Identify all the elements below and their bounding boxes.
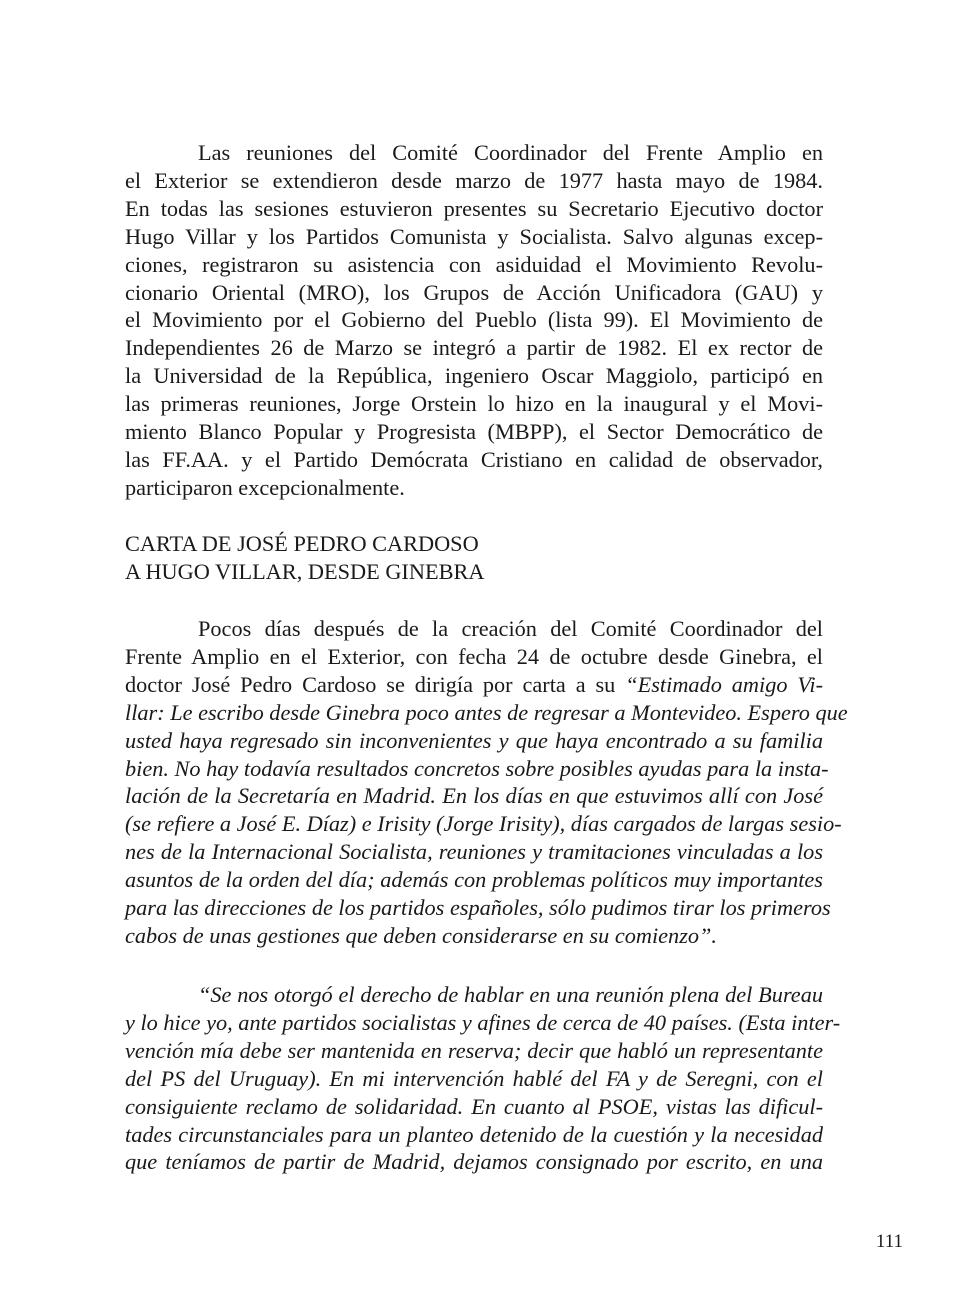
quoted-line: consiguiente reclamo de solidaridad. En cuanto al PSOE, vistas las dificul-: [125, 1093, 823, 1119]
paragraph-line: Hugo Villar y los Partidos Comunista y Socialista. Salvo algunas excep-: [125, 223, 823, 249]
heading-line-1: CARTA DE JOSÉ PEDRO CARDOSO: [125, 531, 479, 556]
quoted-line: vención mía debe ser mantenida en reserva; decir que habló un representante: [125, 1037, 823, 1063]
paragraph-line: cionario Oriental (MRO), los Grupos de Acción Unificadora (GAU) y: [125, 279, 823, 305]
paragraph-line: el Exterior se extendieron desde marzo de 1977 hasta mayo de 1984.: [125, 167, 823, 193]
heading-line-2: A HUGO VILLAR, DESDE GINEBRA: [125, 558, 485, 584]
paragraph-3: [125, 981, 841, 1176]
paragraph-2: [125, 615, 848, 950]
roman-text: doctor José Pedro Cardoso se dirigía por carta a su: [125, 671, 626, 697]
quoted-line: del PS del Uruguay). En mi intervención hablé del FA y de Seregni, con el: [125, 1065, 823, 1091]
paragraph-line: las primeras reuniones, Jorge Orstein lo hizo en la inaugural y el Movi-: [125, 391, 823, 417]
quoted-line: usted haya regresado sin inconvenientes y que haya encontrado a su familia: [125, 727, 823, 753]
quoted-line: cabos de unas gestiones que deben considerarse en su comienzo”.: [125, 922, 718, 948]
paragraph-line: Independientes 26 de Marzo se integró a partir de 1982. El ex rector de: [125, 335, 823, 361]
paragraph-line: las FF.AA. y el Partido Demócrata Cristiano en calidad de observador,: [125, 446, 823, 472]
quoted-line: lación de la Secretaría en Madrid. En los días en que estuvimos allí con José: [125, 783, 823, 809]
paragraph-line: el Movimiento por el Gobierno del Pueblo (lista 99). El Movimiento de: [125, 307, 823, 333]
quoted-line: nes de la Internacional Socialista, reuniones y tramitaciones vinculadas a los: [125, 839, 823, 865]
quoted-line: para las direcciones de los partidos españoles, sólo pudimos tirar los primeros: [125, 895, 831, 921]
quoted-line: “Se nos otorgó el derecho de hablar en una reunión plena del Bureau: [198, 982, 823, 1007]
paragraph-line: En todas las sesiones estuvieron presentes su Secretario Ejecutivo doctor: [125, 195, 823, 221]
page-number: 111: [875, 1231, 903, 1252]
paragraph-line: Las reuniones del Comité Coordinador del Frente Amplio en: [198, 140, 823, 165]
quoted-line: asuntos de la orden del día; además con problemas políticos muy importantes: [125, 867, 823, 893]
quoted-line: y lo hice yo, ante partidos socialistas y afines de cerca de 40 países. (Esta inter-: [125, 1009, 841, 1035]
paragraph-line: ciones, registraron su asistencia con asiduidad el Movimiento Revolu-: [125, 251, 823, 277]
paragraph-line: participaron excepcionalmente.: [125, 474, 405, 500]
paragraph-line: Pocos días después de la creación del Comité Coordinador del: [198, 616, 823, 641]
quoted-line: tades circunstanciales para un planteo detenido de la cuestión y la necesidad: [125, 1121, 823, 1147]
quoted-line: (se refiere a José E. Díaz) e Irisity (Jorge Irisity), días cargados de largas sesio-: [125, 811, 842, 837]
paragraph-line: Frente Amplio en el Exterior, con fecha 24 de octubre desde Ginebra, el: [125, 643, 823, 669]
quoted-text: “Estimado amigo Vi-: [625, 671, 823, 697]
paragraph-line: miento Blanco Popular y Progresista (MBPP), el Sector Democrático de: [125, 419, 823, 445]
quoted-line: que teníamos de partir de Madrid, dejamos consignado por escrito, en una: [125, 1149, 823, 1175]
section-heading: [125, 530, 823, 586]
quoted-line: llar: Le escribo desde Ginebra poco antes de regresar a Montevideo. Espero que: [125, 699, 848, 725]
paragraph-line: la Universidad de la República, ingeniero Oscar Maggiolo, participó en: [125, 363, 823, 389]
quoted-line: bien. No hay todavía resultados concretos sobre posibles ayudas para la insta-: [125, 755, 829, 781]
paragraph-1: [125, 139, 823, 502]
paragraph-line-mixed: [125, 671, 823, 699]
